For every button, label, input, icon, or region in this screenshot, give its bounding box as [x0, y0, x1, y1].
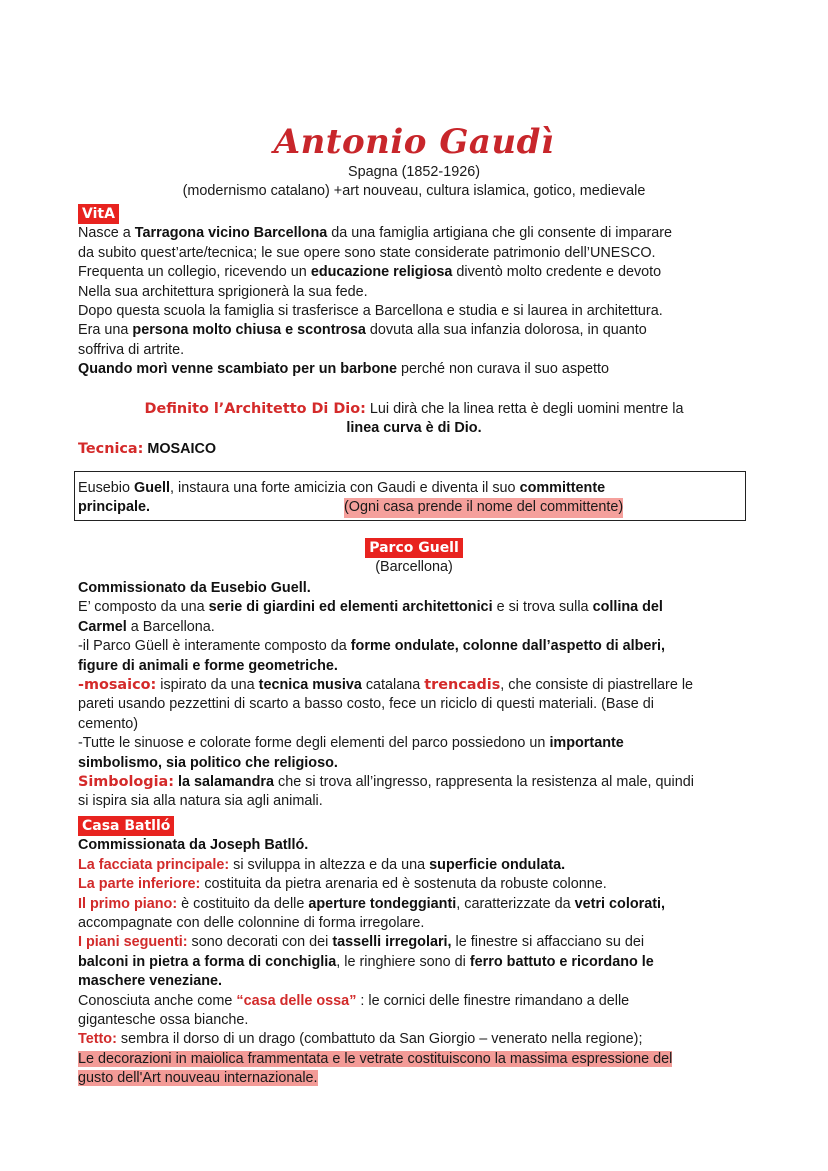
- batllo-section: Casa Batlló Commissionata da Joseph Batlló. La facciata principale: si sviluppa in altezza e da una superficie ondulata. La parte inferiore: costituita da pietra arenaria ed è sostenuta da robuste colonne. Il primo piano: è costituito da delle aperture tondeggianti, caratterizzate da vetri colorati, accompagnate con delle colonnine di forma irregolare. I piani seguenti: sono decorati con dei tasselli irregolari, le finestre si affacciano su dei balconi in pietra a forma di conchiglia, le ringhiere sono di ferro battuto e ricordano le maschere veneziane. Conosciuta anche come “casa delle ossa” : le cornici delle finestre rimandano a delle gigantesche ossa bianche. Tetto: sembra il dorso di un drago (combattuto da San Giorgio – venerato nella regione); Le decorazioni in maiolica frammentata e le vetrate costituiscono la massima espressione del gusto dell'Art nouveau internazionale.: [78, 818, 673, 1087]
- batllo-tag: Casa Batlló: [78, 816, 174, 836]
- architetto-block: Definito l’Architetto Di Dio: Lui dirà che la linea retta è degli uomini mentre la linea curva è di Dio.: [144, 401, 684, 437]
- architetto-label: Definito l’Architetto Di Dio:: [144, 401, 366, 417]
- vita-line: Nasce a Tarragona vicino Barcellona da una famiglia artigiana che gli consente di imparare: [78, 225, 673, 242]
- tecnica-label: Tecnica:: [78, 441, 144, 457]
- tecnica-value: MOSAICO: [143, 441, 217, 457]
- highlight-line: Le decorazioni in maiolica frammentata e le vetrate costituiscono la massima espressione del: [78, 1050, 673, 1067]
- vita-line: Quando morì venne scambiato per un barbone perché non curava il suo aspetto: [78, 361, 610, 378]
- vita-section: [78, 204, 750, 380]
- vita-line: Nella sua architettura sprigionerà la sua fede.: [78, 283, 368, 300]
- parco-section: Commissionato da Eusebio Guell. E’ composto da una serie di giardini ed elementi architettonici e si trova sulla collina del Carmel a Barcellona. -il Parco Güell è interamente composto da forme ondulate, colonne dall’aspetto di alberi, figure di animali e forme geometriche. -mosaico: ispirato da una tecnica musiva catalana trencadis, che consiste di piastrellare le pareti usando pezzettini di scarto a basso costo, fece un riciclo di questi materiali. (Base di cemento) -Tutte le sinuose e colorate forme degli elementi del parco possiedono un importante simbolismo, sia politico che religioso. Simbologia: la salamandra che si trova all’ingresso, rappresenta la resistenza al male, quindi si ispira sia alla natura sia agli animali.: [78, 580, 694, 810]
- vita-tag: VitA: [78, 204, 119, 224]
- vita-line: Frequenta un collegio, ricevendo un educazione religiosa diventò molto credente e devoto: [78, 264, 662, 281]
- parco-place: (Barcellona): [375, 559, 453, 576]
- parco-tag: Parco Guell: [365, 538, 463, 558]
- vita-line: Dopo questa scuola la famiglia si trasferisce a Barcellona e studia e si laurea in architettura.: [78, 303, 663, 320]
- vita-line: da subito quest’arte/tecnica; le sue opere sono state considerate patrimonio dell’UNESCO.: [78, 244, 656, 261]
- vita-line: Era una persona molto chiusa e scontrosa dovuta alla sua infanzia dolorosa, in quanto: [78, 322, 647, 339]
- architetto-bold: linea curva è di Dio.: [346, 420, 482, 437]
- parco-header: [78, 538, 750, 578]
- subtitle: Spagna (1852-1926): [347, 164, 481, 180]
- header-block: [78, 163, 750, 202]
- page-title: Antonio Gaudì: [273, 122, 555, 162]
- vita-line: soffriva di artrite.: [78, 341, 185, 358]
- highlight-line: gusto dell'Art nouveau internazionale.: [78, 1070, 318, 1087]
- committente-note: (Ogni casa prende il nome del committente): [344, 498, 623, 517]
- tecnica-block: [78, 440, 750, 459]
- styles-line: (modernismo catalano) +art nouveau, cultura islamica, gotico, medievale: [182, 183, 646, 200]
- guell-box-text: Eusebio Guell, instaura una forte amicizia con Gaudi e diventa il suo committente principale. (Ogni casa prende il nome del committente): [78, 479, 750, 518]
